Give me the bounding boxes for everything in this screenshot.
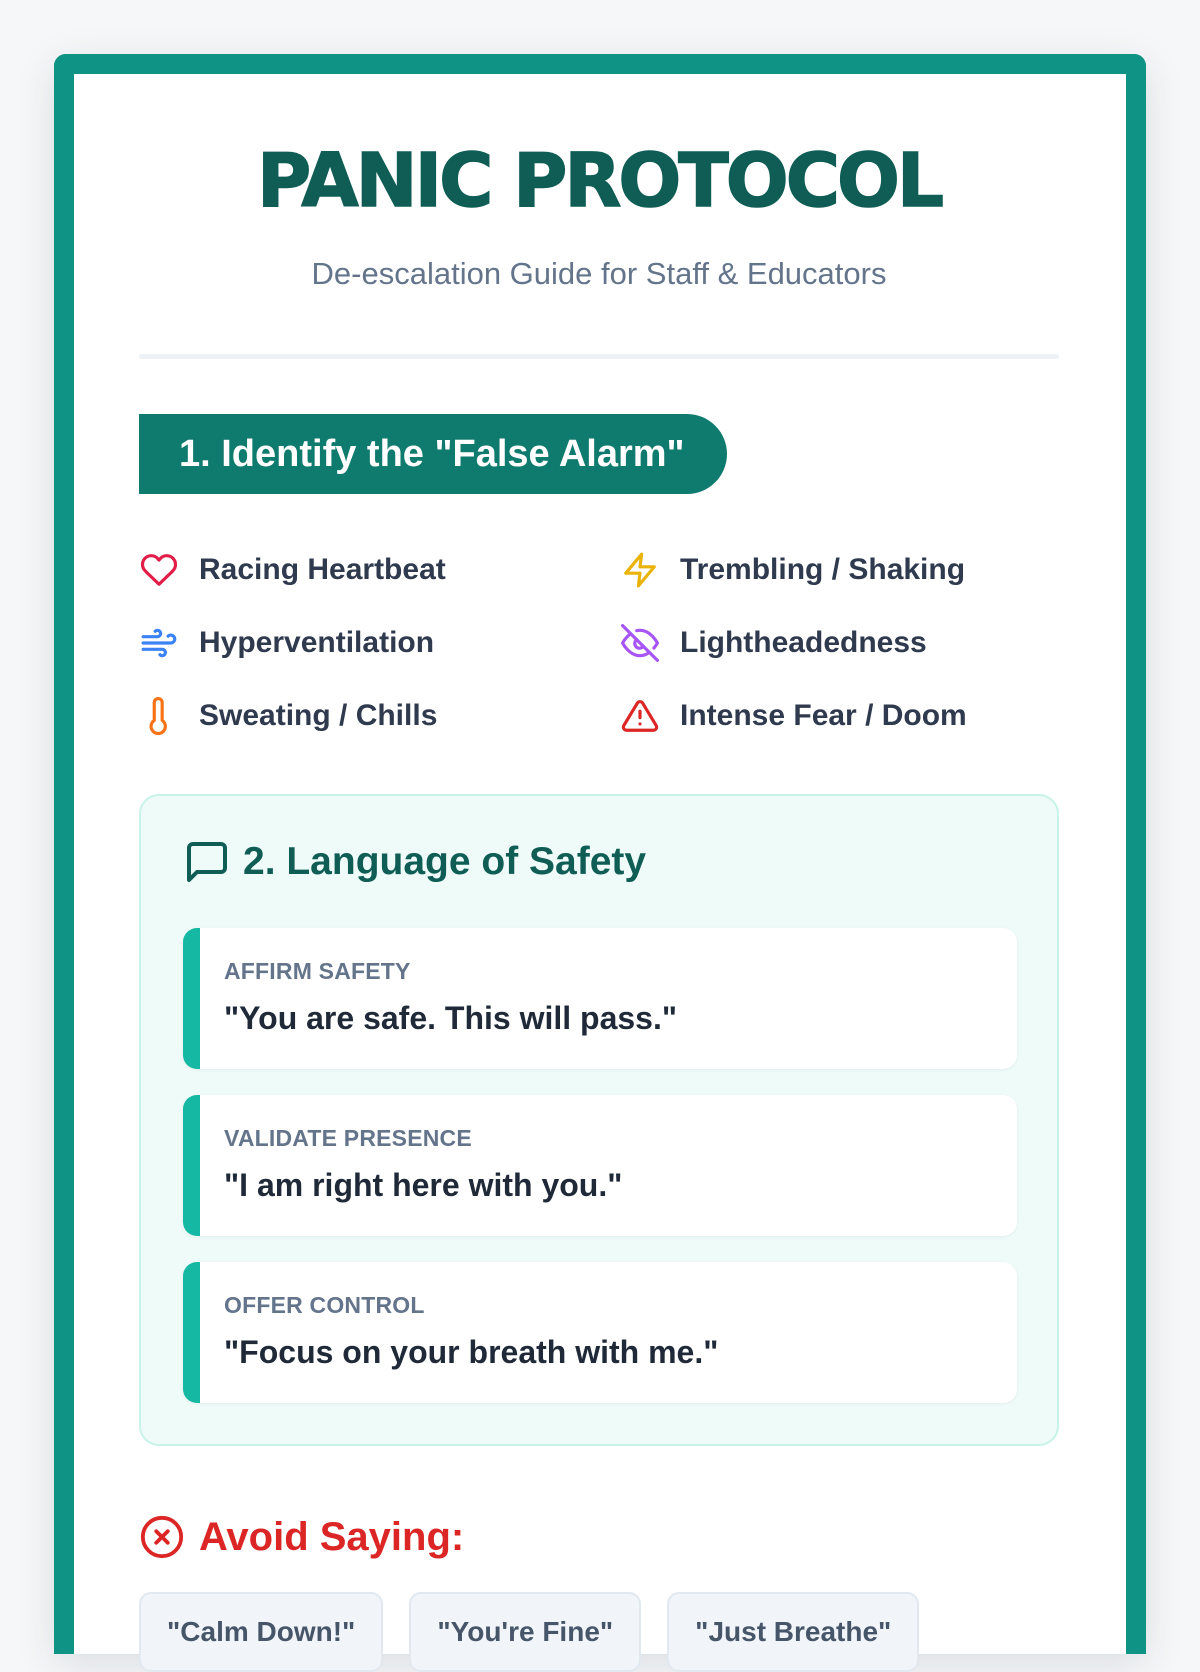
x-circle-icon <box>139 1514 185 1560</box>
avoid-phrase-list <box>139 1592 919 1672</box>
thermometer-icon <box>139 696 179 736</box>
divider <box>139 354 1059 359</box>
phrase-quote: "I am right here with you." <box>224 1167 623 1203</box>
avoid-chip: "Just Breathe" <box>667 1592 919 1672</box>
section-2-title: 2. Language of Safety <box>243 840 647 883</box>
protocol-card <box>54 54 1146 1654</box>
eye-off-icon <box>620 623 660 663</box>
section-2-heading <box>183 838 646 886</box>
phrase-card <box>183 1095 1017 1236</box>
avoid-chip: "You're Fine" <box>409 1592 641 1672</box>
heart-icon <box>139 550 179 590</box>
warning-icon <box>620 696 660 736</box>
page-subtitle: De-escalation Guide for Staff & Educators <box>311 256 887 291</box>
wind-icon <box>139 623 179 663</box>
symptom-label: Hyperventilation <box>199 626 435 659</box>
symptom-label: Sweating / Chills <box>199 699 438 732</box>
avoid-heading <box>139 1514 464 1560</box>
page-title: PANIC PROTOCOL <box>256 138 942 224</box>
speech-bubble-icon <box>183 838 231 886</box>
phrase-kicker: AFFIRM SAFETY <box>224 958 411 984</box>
phrase-card <box>183 1262 1017 1403</box>
avoid-chip: "Calm Down!" <box>139 1592 383 1672</box>
symptom-list <box>139 546 1059 740</box>
symptom-label: Trembling / Shaking <box>680 553 966 586</box>
symptom-item <box>620 546 1059 594</box>
phrase-quote: "Focus on your breath with me." <box>224 1334 719 1370</box>
symptom-item <box>620 692 1059 740</box>
phrase-kicker: VALIDATE PRESENCE <box>224 1125 472 1151</box>
symptom-item <box>139 546 620 594</box>
symptom-item <box>139 619 620 667</box>
phrase-quote: "You are safe. This will pass." <box>224 1000 678 1036</box>
lightning-icon <box>620 550 660 590</box>
symptom-label: Intense Fear / Doom <box>680 699 967 732</box>
symptom-item <box>139 692 620 740</box>
avoid-title: Avoid Saying: <box>199 1514 465 1559</box>
symptom-label: Lightheadedness <box>680 626 927 659</box>
safety-language-panel <box>139 794 1059 1446</box>
phrase-card <box>183 928 1017 1069</box>
phrase-kicker: OFFER CONTROL <box>224 1292 425 1318</box>
section-1-heading: 1. Identify the "False Alarm" <box>139 414 727 494</box>
symptom-label: Racing Heartbeat <box>199 553 446 586</box>
symptom-item <box>620 619 1059 667</box>
